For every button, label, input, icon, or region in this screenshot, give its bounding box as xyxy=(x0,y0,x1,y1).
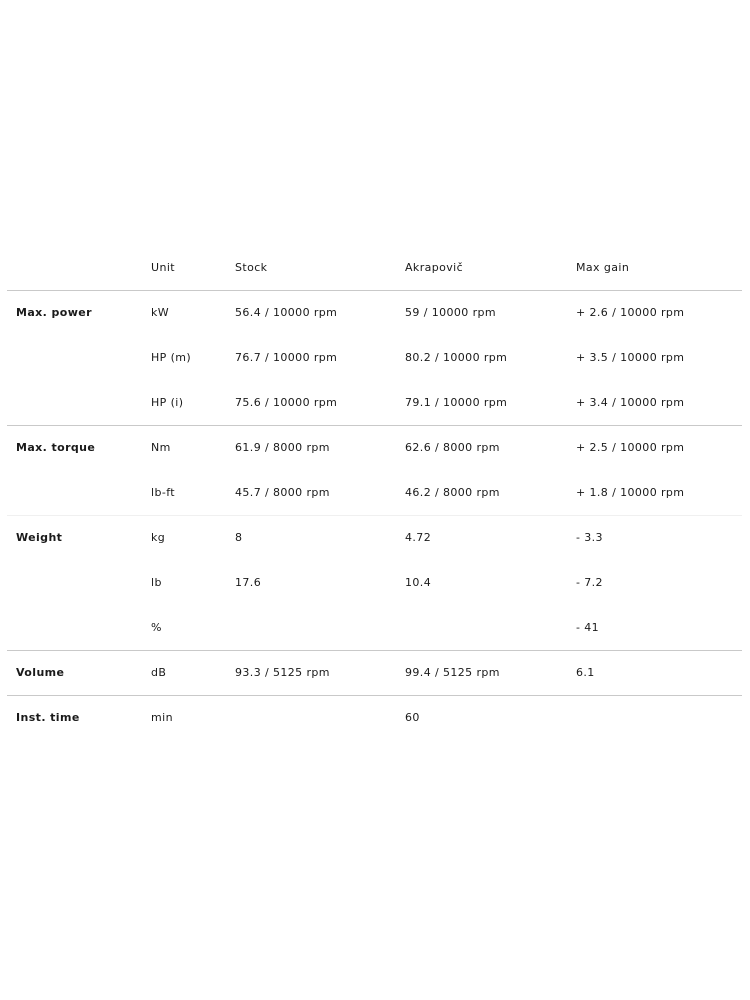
row-gain-value: - 41 xyxy=(576,620,600,634)
table-row-max-torque-nm xyxy=(7,425,742,470)
row-akrapovic-value: 46.2 / 8000 rpm xyxy=(405,485,500,499)
row-gain-value: + 2.5 / 10000 rpm xyxy=(576,440,685,454)
table-header-row xyxy=(7,245,742,290)
table-row-weight-lb xyxy=(7,560,742,605)
row-stock-value: 8 xyxy=(235,530,243,544)
row-label: Inst. time xyxy=(16,710,80,724)
row-akrapovic-value: 59 / 10000 rpm xyxy=(405,305,497,319)
row-gain-value: 6.1 xyxy=(576,665,595,679)
table-row-weight-percent xyxy=(7,605,742,650)
row-unit: Nm xyxy=(151,440,171,454)
row-akrapovic-value: 62.6 / 8000 rpm xyxy=(405,440,500,454)
row-stock-value: 75.6 / 10000 rpm xyxy=(235,395,338,409)
row-stock-value: 93.3 / 5125 rpm xyxy=(235,665,330,679)
table-row-max-torque-lbft xyxy=(7,470,742,515)
specs-table xyxy=(7,245,742,740)
row-label: Weight xyxy=(16,530,63,544)
row-unit: lb-ft xyxy=(151,485,175,499)
row-akrapovic-value: 60 xyxy=(405,710,420,724)
header-akrapovic: Akrapovič xyxy=(405,260,464,274)
table-row-max-power-hp-m xyxy=(7,335,742,380)
row-akrapovic-value: 79.1 / 10000 rpm xyxy=(405,395,508,409)
row-unit: HP (i) xyxy=(151,395,184,409)
row-gain-value: - 3.3 xyxy=(576,530,603,544)
row-stock-value: 76.7 / 10000 rpm xyxy=(235,350,338,364)
table-row-max-power-kw xyxy=(7,290,742,335)
header-unit: Unit xyxy=(151,260,175,274)
row-unit: min xyxy=(151,710,173,724)
row-akrapovic-value: 10.4 xyxy=(405,575,432,589)
row-unit: lb xyxy=(151,575,162,589)
row-unit: dB xyxy=(151,665,167,679)
row-stock-value: 17.6 xyxy=(235,575,262,589)
row-unit: % xyxy=(151,620,162,634)
row-label: Max. power xyxy=(16,305,92,319)
row-gain-value: + 3.4 / 10000 rpm xyxy=(576,395,685,409)
row-unit: HP (m) xyxy=(151,350,192,364)
row-gain-value: + 2.6 / 10000 rpm xyxy=(576,305,685,319)
table-row-weight-kg xyxy=(7,515,742,560)
row-label: Max. torque xyxy=(16,440,96,454)
row-stock-value: 56.4 / 10000 rpm xyxy=(235,305,338,319)
table-row-max-power-hp-i xyxy=(7,380,742,425)
row-stock-value: 45.7 / 8000 rpm xyxy=(235,485,330,499)
row-unit: kg xyxy=(151,530,166,544)
table-row-inst-time-min xyxy=(7,695,742,740)
row-unit: kW xyxy=(151,305,170,319)
header-max-gain: Max gain xyxy=(576,260,630,274)
row-gain-value: - 7.2 xyxy=(576,575,603,589)
row-stock-value: 61.9 / 8000 rpm xyxy=(235,440,330,454)
row-akrapovic-value: 99.4 / 5125 rpm xyxy=(405,665,500,679)
row-gain-value: + 1.8 / 10000 rpm xyxy=(576,485,685,499)
row-akrapovic-value: 4.72 xyxy=(405,530,432,544)
row-akrapovic-value: 80.2 / 10000 rpm xyxy=(405,350,508,364)
header-stock: Stock xyxy=(235,260,268,274)
table-row-volume-db xyxy=(7,650,742,695)
row-gain-value: + 3.5 / 10000 rpm xyxy=(576,350,685,364)
row-label: Volume xyxy=(16,665,65,679)
